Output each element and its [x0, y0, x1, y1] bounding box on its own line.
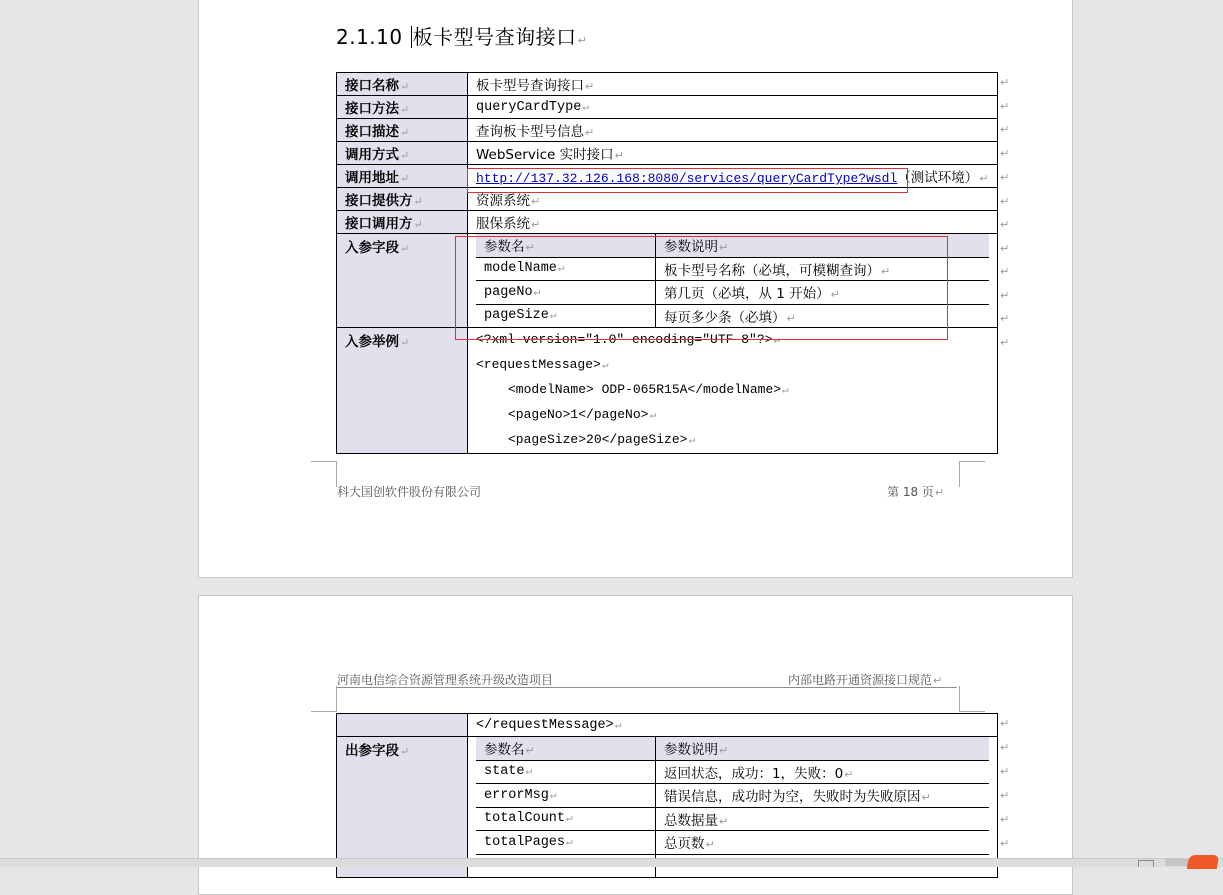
- row-label: 接口提供方: [345, 193, 413, 209]
- param-desc: 总页数: [664, 836, 705, 853]
- margin-corner-mark: [311, 686, 337, 712]
- row-end-mark-icon: ↵: [1000, 195, 1010, 208]
- table-row: [337, 714, 998, 737]
- table-row: [337, 96, 998, 119]
- param-name: pageNo: [484, 284, 533, 300]
- output-fields-row: [337, 737, 998, 878]
- param-name: totalPages: [484, 834, 566, 850]
- param-desc: 总数据量: [664, 812, 718, 829]
- table-row: [337, 211, 998, 234]
- section-number: 2.1.10: [336, 25, 403, 49]
- param-name: modelName: [484, 261, 557, 277]
- row-label: 接口描述: [345, 124, 399, 140]
- xml-line: <pageNo>1</pageNo>: [508, 407, 649, 422]
- paragraph-mark-icon: ↵: [400, 126, 410, 139]
- paragraph-mark-icon: ↵: [719, 744, 729, 758]
- paragraph-mark-icon: ↵: [525, 241, 535, 255]
- param-desc: 板卡型号名称（必填，可模糊查询）: [664, 262, 880, 279]
- param-row: [476, 831, 989, 855]
- paragraph-mark-icon: ↵: [614, 719, 622, 732]
- document-page-19: [198, 595, 1073, 895]
- xml-example: [468, 328, 998, 454]
- paragraph-mark-icon: ↵: [934, 486, 945, 499]
- document-page-18: [198, 0, 1073, 578]
- footer-page-number: [887, 483, 944, 500]
- paragraph-mark-icon: ↵: [830, 288, 840, 302]
- row-end-mark-icon: ↵: [1000, 123, 1010, 136]
- paragraph-mark-icon: ↵: [921, 791, 931, 805]
- paragraph-mark-icon: ↵: [881, 264, 891, 278]
- environment-note: （测试环境）: [897, 170, 979, 186]
- row-end-mark-icon: ↵: [1000, 789, 1010, 802]
- paragraph-mark-icon: ↵: [705, 838, 715, 852]
- paragraph-mark-icon: ↵: [531, 218, 541, 231]
- paragraph-mark-icon: ↵: [979, 172, 989, 185]
- paragraph-mark-icon: ↵: [413, 218, 423, 231]
- params-header-row: [476, 234, 989, 257]
- row-end-mark-icon: ↵: [1000, 242, 1010, 255]
- paragraph-mark-icon: ↵: [549, 789, 557, 802]
- input-method-logo-icon[interactable]: [1187, 855, 1219, 869]
- paragraph-mark-icon: ↵: [400, 745, 410, 758]
- row-label: 接口名称: [345, 78, 399, 94]
- param-desc: 第几页（必填，从 1 开始）: [664, 286, 830, 303]
- text-cursor: [411, 26, 412, 48]
- paragraph-mark-icon: ↵: [400, 149, 410, 162]
- paragraph-mark-icon: ↵: [585, 126, 595, 139]
- paragraph-mark-icon: ↵: [557, 263, 565, 276]
- row-end-mark-icon: ↵: [1000, 765, 1010, 778]
- xml-line: <modelName> ODP-065R15A</modelName>: [508, 382, 782, 397]
- row-label: 接口方法: [345, 101, 399, 117]
- doc-title-text: 内部电路开通资源接口规范: [788, 673, 933, 687]
- row-label: 调用地址: [345, 170, 399, 186]
- margin-corner-mark: [959, 686, 985, 712]
- param-row: [476, 281, 989, 305]
- row-end-mark-icon: ↵: [1000, 717, 1010, 730]
- paragraph-mark-icon: ↵: [782, 385, 789, 397]
- paragraph-mark-icon: ↵: [533, 286, 541, 299]
- interface-spec-table-continued: [336, 713, 998, 878]
- table-row: [337, 119, 998, 142]
- row-label: 出参字段: [345, 743, 399, 759]
- row-end-mark-icon: ↵: [1000, 837, 1010, 850]
- paragraph-mark-icon: ↵: [566, 836, 573, 849]
- interface-method: queryCardType: [476, 99, 582, 115]
- param-name: state: [484, 764, 525, 780]
- xml-line: <requestMessage>: [476, 357, 601, 372]
- paragraph-mark-icon: ↵: [400, 242, 410, 255]
- paragraph-mark-icon: ↵: [525, 766, 533, 779]
- paragraph-mark-icon: ↵: [688, 435, 696, 447]
- page-number-text: 第 18 页: [887, 485, 934, 499]
- xml-line: </requestMessage>: [476, 717, 614, 733]
- column-header-name: 参数名: [484, 742, 525, 759]
- section-heading: [336, 21, 587, 50]
- table-row: [337, 73, 998, 96]
- param-row: [476, 760, 989, 784]
- paragraph-mark-icon: ↵: [773, 335, 781, 347]
- row-label: 接口调用方: [345, 216, 413, 232]
- row-end-mark-icon: ↵: [1000, 813, 1010, 826]
- paragraph-mark-icon: ↵: [786, 311, 796, 325]
- paragraph-mark-icon: ↵: [649, 410, 657, 422]
- param-name: errorMsg: [484, 787, 549, 803]
- paragraph-mark-icon: ↵: [400, 172, 410, 185]
- input-params-table: [476, 234, 989, 327]
- header-rule: [337, 687, 957, 688]
- row-end-mark-icon: ↵: [1000, 171, 1010, 184]
- param-desc: 错误信息，成功时为空，失败时为失败原因: [664, 789, 921, 806]
- paragraph-mark-icon: ↵: [400, 103, 410, 116]
- paragraph-mark-icon: ↵: [719, 241, 729, 255]
- wsdl-url-link[interactable]: http://137.32.126.168:8080/services/queryCardType?wsdl: [476, 171, 898, 186]
- header-doc-title: [788, 671, 942, 688]
- paragraph-mark-icon: ↵: [525, 744, 535, 758]
- paragraph-mark-icon: ↵: [577, 34, 588, 47]
- row-end-mark-icon: ↵: [1000, 336, 1010, 349]
- output-params-table: [476, 737, 989, 877]
- row-label: 调用方式: [345, 147, 399, 163]
- paragraph-mark-icon: ↵: [400, 80, 410, 93]
- param-desc: 每页多少条（必填）: [664, 309, 786, 326]
- row-end-mark-icon: ↵: [1000, 265, 1010, 278]
- column-header-desc: 参数说明: [664, 742, 718, 759]
- interface-description: 查询板卡型号信息: [476, 124, 584, 140]
- table-row: [337, 188, 998, 211]
- column-header-desc: 参数说明: [664, 239, 718, 256]
- row-end-mark-icon: ↵: [1000, 76, 1010, 89]
- table-row: [337, 165, 998, 188]
- column-header-name: 参数名: [484, 239, 525, 256]
- margin-corner-mark: [959, 461, 985, 487]
- paragraph-mark-icon: ↵: [413, 195, 423, 208]
- row-label: 入参字段: [345, 240, 399, 256]
- param-desc: 返回状态，成功：1，失败：0: [664, 765, 844, 782]
- paragraph-mark-icon: ↵: [844, 767, 854, 781]
- paragraph-mark-icon: ↵: [582, 101, 589, 114]
- input-fields-row: [337, 234, 998, 328]
- row-end-mark-icon: ↵: [1000, 312, 1010, 325]
- xml-line: <pageSize>20</pageSize>: [508, 432, 688, 447]
- row-end-mark-icon: ↵: [1000, 218, 1010, 231]
- paragraph-mark-icon: ↵: [601, 360, 609, 372]
- paragraph-mark-icon: ↵: [933, 674, 943, 687]
- paragraph-mark-icon: ↵: [566, 813, 573, 826]
- table-row: [337, 142, 998, 165]
- paragraph-mark-icon: ↵: [549, 310, 557, 323]
- margin-corner-mark: [311, 461, 337, 487]
- param-row: [476, 257, 989, 281]
- paragraph-mark-icon: ↵: [614, 149, 624, 162]
- header-project: 河南电信综合资源管理系统升级改造项目: [337, 673, 554, 687]
- row-end-mark-icon: ↵: [1000, 289, 1010, 302]
- provider: 资源系统: [476, 193, 530, 209]
- interface-spec-table: [336, 72, 998, 454]
- param-row: [476, 304, 989, 327]
- param-row: [476, 784, 989, 808]
- consumer: 服保系统: [476, 216, 530, 232]
- params-header-row: [476, 737, 989, 760]
- footer-company: 科大国创软件股份有限公司: [337, 485, 482, 499]
- param-name: pageSize: [484, 308, 549, 324]
- row-end-mark-icon: ↵: [1000, 100, 1010, 113]
- paragraph-mark-icon: ↵: [400, 336, 410, 349]
- param-name: totalCount: [484, 811, 566, 827]
- row-end-mark-icon: ↵: [1000, 147, 1010, 160]
- paragraph-mark-icon: ↵: [719, 814, 729, 828]
- paragraph-mark-icon: ↵: [585, 80, 595, 93]
- interface-name: 板卡型号查询接口: [476, 78, 584, 94]
- row-label: 入参举例: [345, 334, 399, 350]
- paragraph-mark-icon: ↵: [531, 195, 541, 208]
- section-title: 板卡型号查询接口: [412, 25, 577, 49]
- input-example-row: [337, 328, 998, 454]
- invocation-mode: WebService 实时接口: [476, 147, 614, 163]
- param-row: [476, 807, 989, 831]
- row-end-mark-icon: ↵: [1000, 741, 1010, 754]
- xml-line: <?xml version="1.0" encoding="UTF-8"?>: [476, 332, 773, 347]
